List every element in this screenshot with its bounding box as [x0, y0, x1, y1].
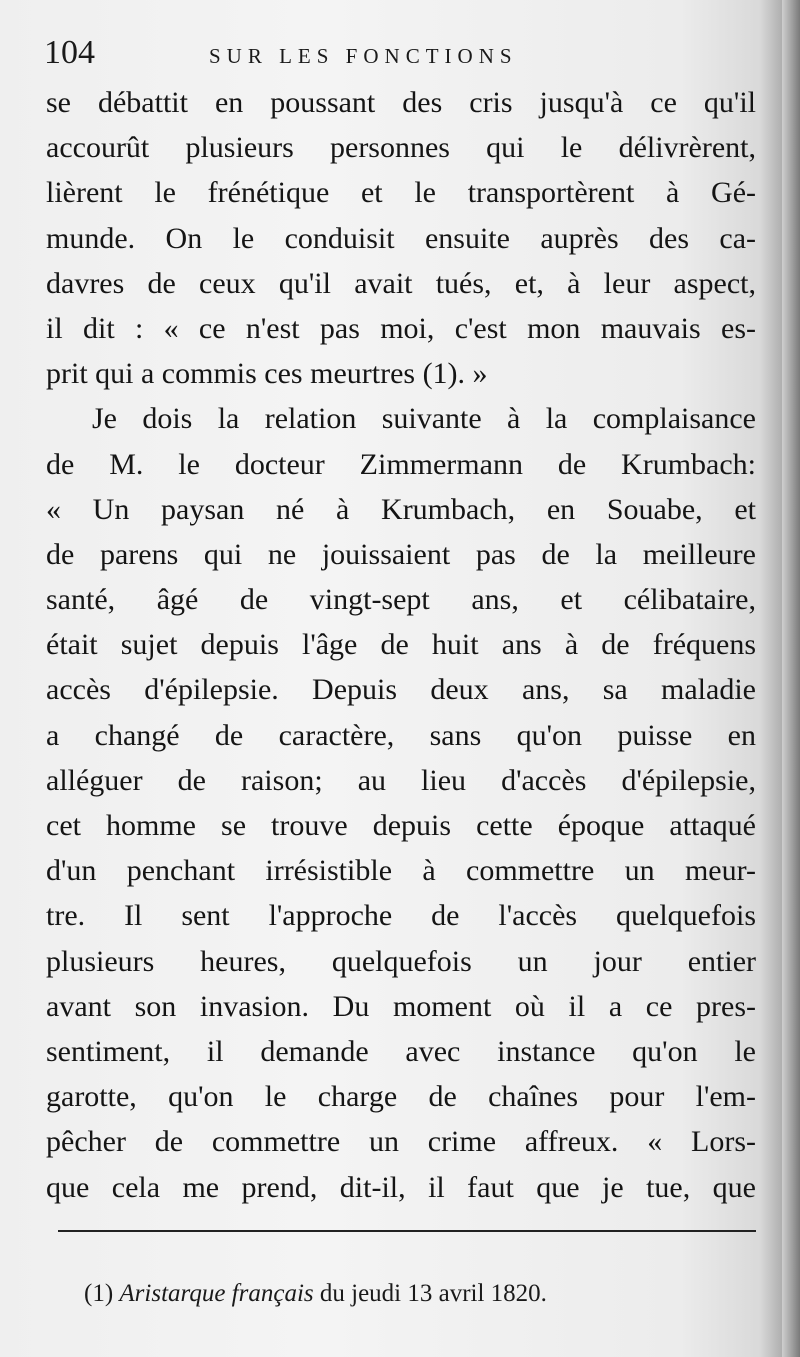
- text-line: garotte, qu'on le charge de chaînes pour l'em-: [46, 1080, 756, 1114]
- page-edge-shadow: [782, 0, 800, 1357]
- text-line: davres de ceux qu'il avait tués, et, à leur aspect,: [46, 266, 756, 300]
- text-line: tre. Il sent l'approche de l'accès quelquefois: [46, 899, 756, 933]
- page-header: [44, 34, 764, 84]
- running-head: SUR LES FONCTIONS: [209, 44, 518, 68]
- text-line: avant son invasion. Du moment où il a ce pres-: [46, 989, 756, 1023]
- text-line: de parens qui ne jouissaient pas de la meilleure: [46, 537, 756, 571]
- text-line: se débattit en poussant des cris jusqu'à ce qu'il: [46, 86, 756, 119]
- text-line: « Un paysan né à Krumbach, en Souabe, et: [46, 492, 756, 526]
- text-line: d'un penchant irrésistible à commettre un meur-: [46, 854, 756, 888]
- footnote-rule: [58, 1230, 756, 1232]
- text-line: était sujet depuis l'âge de huit ans à de fréquens: [46, 628, 756, 662]
- page-number: 104: [44, 34, 95, 71]
- text-line: sentiment, il demande avec instance qu'on le: [46, 1034, 756, 1068]
- footnote-marker: (1): [84, 1280, 114, 1307]
- text-line: pêcher de commettre un crime affreux. « Lors-: [46, 1125, 756, 1159]
- text-line: cet homme se trouve depuis cette époque attaqué: [46, 809, 756, 842]
- footnote-title: Aristarque français: [119, 1280, 314, 1307]
- text-line: prit qui a commis ces meurtres (1). »: [46, 357, 488, 391]
- text-line: Je dois la relation suivante à la complaisance: [92, 402, 756, 436]
- body-text: [46, 80, 756, 1210]
- footnote-text: du jeudi 13 avril 1820.: [319, 1280, 547, 1307]
- text-line: munde. On le conduisit ensuite auprès des ca-: [46, 221, 756, 255]
- text-line: accès d'épilepsie. Depuis deux ans, sa maladie: [46, 673, 756, 707]
- footnote: [84, 1280, 547, 1308]
- text-line: santé, âgé de vingt-sept ans, et célibataire,: [46, 583, 756, 617]
- text-line: a changé de caractère, sans qu'on puisse en: [46, 718, 756, 752]
- text-line: lièrent le frénétique et le transportèrent à Gé-: [46, 176, 756, 210]
- text-line: accourût plusieurs personnes qui le délivrèrent,: [46, 131, 756, 165]
- text-line: plusieurs heures, quelquefois un jour entier: [46, 944, 756, 978]
- text-line: alléguer de raison; au lieu d'accès d'épilepsie,: [46, 763, 756, 797]
- text-line: de M. le docteur Zimmermann de Krumbach:: [46, 447, 756, 481]
- text-line: il dit : « ce n'est pas moi, c'est mon mauvais es-: [46, 311, 756, 345]
- text-line: que cela me prend, dit-il, il faut que je tue, que: [46, 1170, 756, 1204]
